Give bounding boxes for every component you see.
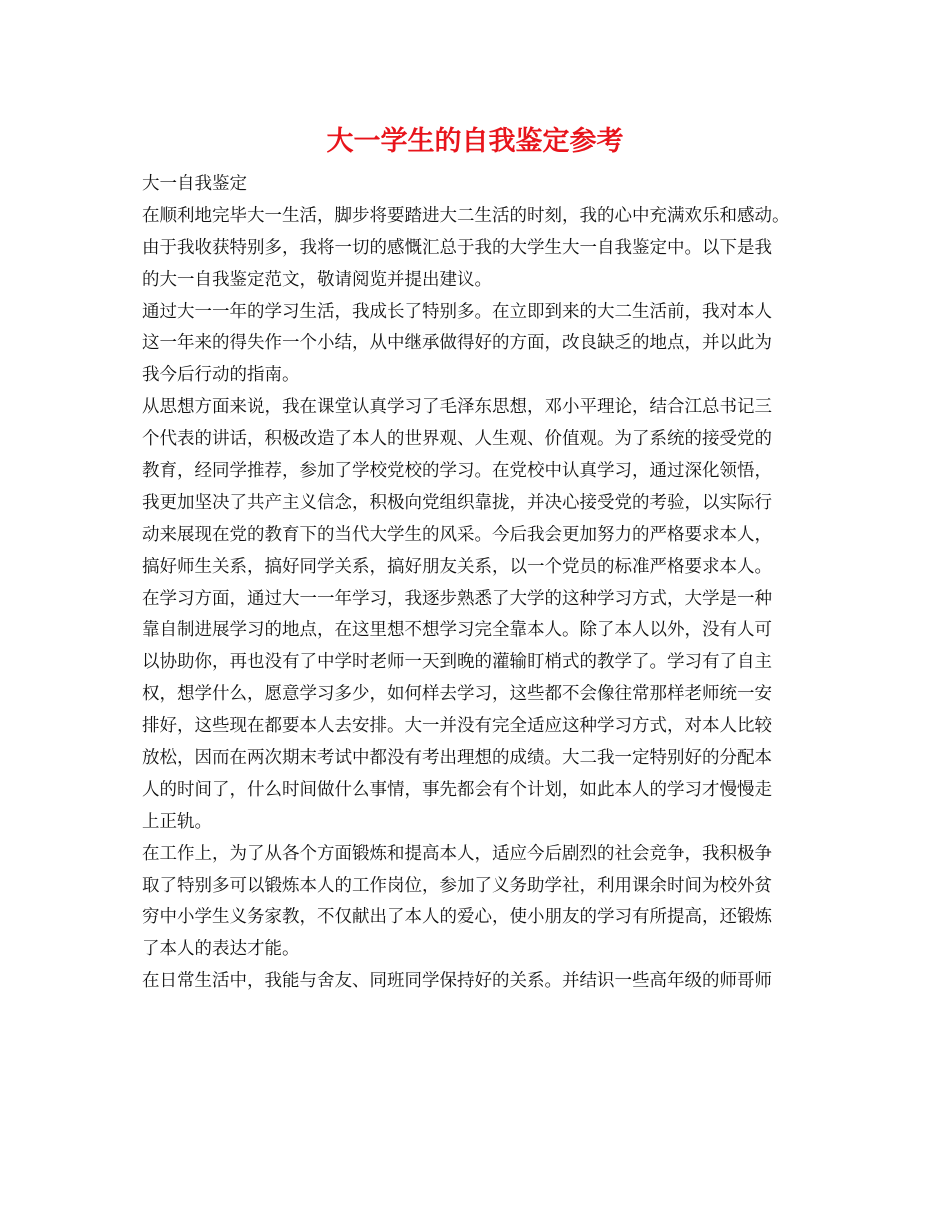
body-line: 我今后行动的指南。 (142, 365, 300, 386)
body-line: 排好，这些现在都要本人去安排。大一并没有完全适应这种学习方式，对本人比较 (142, 716, 772, 737)
body-line: 穷中小学生义务家教，不仅献出了本人的爱心，使小朋友的学习有所提高，还锻炼 (142, 907, 772, 928)
body-line: 以协助你，再也没有了中学时老师一天到晚的灌输盯梢式的教学了。学习有了自主 (142, 652, 772, 673)
body-line: 在顺利地完毕大一生活，脚步将要踏进大二生活的时刻，我的心中充满欢乐和感动。 (142, 205, 790, 226)
body-line: 取了特别多可以锻炼本人的工作岗位，参加了义务助学社，利用课余时间为校外贫 (142, 875, 772, 896)
body-line: 的大一自我鉴定范文，敬请阅览并提出建议。 (142, 269, 492, 290)
body-line: 放松，因而在两次期末考试中都没有考出理想的成绩。大二我一定特别好的分配本 (142, 748, 772, 769)
body-line: 了本人的表达才能。 (142, 939, 300, 960)
body-line: 这一年来的得失作一个小结，从中继承做得好的方面，改良缺乏的地点，并以此为 (142, 333, 772, 354)
body-line: 大一自我鉴定 (142, 174, 247, 194)
body-line: 由于我收获特别多，我将一切的感慨汇总于我的大学生大一自我鉴定中。以下是我 (142, 237, 772, 258)
body-line: 权，想学什么，愿意学习多少，如何样去学习，这些都不会像往常那样老师统一安 (142, 684, 772, 705)
body-line: 在学习方面，通过大一一年学习，我逐步熟悉了大学的这种学习方式，大学是一种 (142, 588, 772, 609)
body-line: 动来展现在党的教育下的当代大学生的风采。今后我会更加努力的严格要求本人， (142, 524, 772, 545)
body-line: 在工作上，为了从各个方面锻炼和提高本人，适应今后剧烈的社会竞争，我积极争 (142, 843, 772, 864)
body-line: 人的时间了，什么时间做什么事情，事先都会有个计划，如此本人的学习才慢慢走 (142, 779, 772, 800)
body-line: 教育，经同学推荐，参加了学校党校的学习。在党校中认真学习，通过深化领悟， (142, 461, 772, 482)
body-line: 从思想方面来说，我在课堂认真学习了毛泽东思想，邓小平理论，结合江总书记三 (142, 397, 772, 418)
body-line: 搞好师生关系，搞好同学关系，搞好朋友关系，以一个党员的标准严格要求本人。 (142, 556, 772, 577)
body-line: 在日常生活中，我能与舍友、同班同学保持好的关系。并结识一些高年级的师哥师 (142, 971, 772, 992)
body-line: 上正轨。 (142, 811, 212, 832)
document-title: 大一学生的自我鉴定参考 (326, 126, 624, 157)
body-line: 我更加坚决了共产主义信念，积极向党组织靠拢，并决心接受党的考验，以实际行 (142, 492, 772, 513)
body-line: 个代表的讲话，积极改造了本人的世界观、人生观、价值观。为了系统的接受党的 (142, 429, 772, 450)
document-body (142, 169, 822, 998)
body-line: 通过大一一年的学习生活，我成长了特别多。在立即到来的大二生活前，我对本人 (142, 301, 772, 322)
body-line: 靠自制进展学习的地点，在这里想不想学习完全靠本人。除了本人以外，没有人可 (142, 620, 772, 641)
